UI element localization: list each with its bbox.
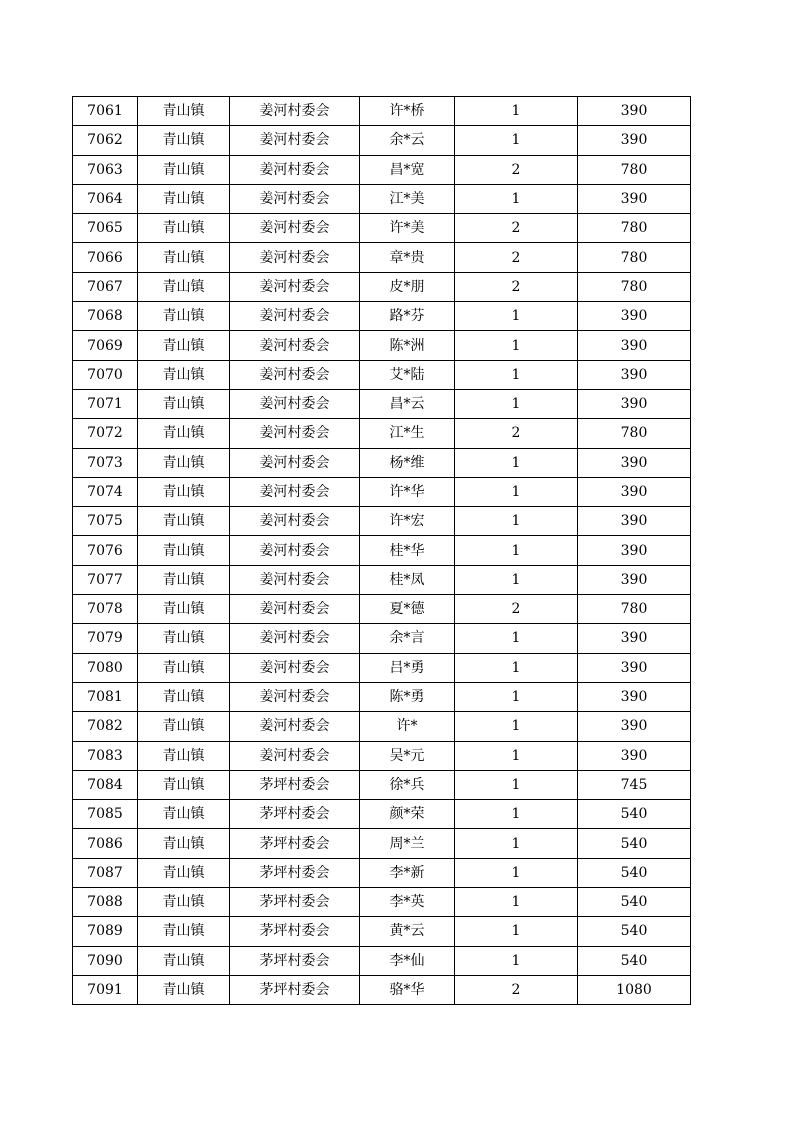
cell-amount: 390 [578,360,691,389]
cell-amount: 390 [578,302,691,331]
table-row [73,302,691,331]
cell-village-committee: 姜河村委会 [230,507,360,536]
cell-name: 陈*勇 [360,682,455,711]
cell-count: 1 [455,741,578,770]
cell-serial-number: 7080 [73,653,138,682]
cell-name: 路*芬 [360,302,455,331]
cell-serial-number: 7077 [73,565,138,594]
cell-serial-number: 7085 [73,800,138,829]
cell-village-committee: 姜河村委会 [230,360,360,389]
cell-village-committee: 姜河村委会 [230,419,360,448]
cell-serial-number: 7078 [73,595,138,624]
cell-amount: 780 [578,419,691,448]
cell-village-committee: 茅坪村委会 [230,829,360,858]
cell-village-committee: 姜河村委会 [230,712,360,741]
cell-count: 2 [455,419,578,448]
cell-count: 1 [455,536,578,565]
cell-village-committee: 茅坪村委会 [230,888,360,917]
cell-count: 2 [455,272,578,301]
cell-name: 桂*华 [360,536,455,565]
cell-name: 江*美 [360,184,455,213]
cell-serial-number: 7068 [73,302,138,331]
cell-count: 1 [455,888,578,917]
cell-serial-number: 7074 [73,477,138,506]
cell-count: 1 [455,858,578,887]
table-row [73,448,691,477]
cell-name: 皮*朋 [360,272,455,301]
table-row [73,770,691,799]
cell-serial-number: 7071 [73,389,138,418]
cell-village-committee: 姜河村委会 [230,302,360,331]
cell-village-committee: 姜河村委会 [230,536,360,565]
cell-town: 青山镇 [138,917,230,946]
cell-count: 2 [455,975,578,1004]
table-body [73,97,691,1005]
table-row [73,214,691,243]
table-row [73,888,691,917]
cell-count: 1 [455,389,578,418]
cell-amount: 780 [578,243,691,272]
cell-amount: 390 [578,448,691,477]
table-row [73,184,691,213]
cell-town: 青山镇 [138,477,230,506]
cell-name: 昌*云 [360,389,455,418]
cell-town: 青山镇 [138,653,230,682]
cell-town: 青山镇 [138,829,230,858]
cell-amount: 540 [578,917,691,946]
cell-town: 青山镇 [138,360,230,389]
cell-count: 1 [455,565,578,594]
cell-amount: 780 [578,214,691,243]
cell-town: 青山镇 [138,536,230,565]
cell-count: 1 [455,184,578,213]
cell-amount: 780 [578,595,691,624]
table-row [73,155,691,184]
cell-serial-number: 7088 [73,888,138,917]
cell-town: 青山镇 [138,624,230,653]
table-row [73,360,691,389]
cell-name: 陈*洲 [360,331,455,360]
cell-village-committee: 姜河村委会 [230,624,360,653]
cell-count: 2 [455,155,578,184]
cell-amount: 390 [578,97,691,126]
cell-serial-number: 7062 [73,126,138,155]
table-row [73,624,691,653]
cell-village-committee: 姜河村委会 [230,184,360,213]
cell-serial-number: 7073 [73,448,138,477]
cell-serial-number: 7075 [73,507,138,536]
cell-town: 青山镇 [138,243,230,272]
cell-town: 青山镇 [138,214,230,243]
cell-name: 许*宏 [360,507,455,536]
cell-town: 青山镇 [138,975,230,1004]
cell-serial-number: 7081 [73,682,138,711]
cell-amount: 390 [578,126,691,155]
cell-amount: 540 [578,888,691,917]
cell-town: 青山镇 [138,595,230,624]
cell-village-committee: 姜河村委会 [230,389,360,418]
cell-town: 青山镇 [138,331,230,360]
cell-name: 周*兰 [360,829,455,858]
cell-name: 吴*元 [360,741,455,770]
cell-amount: 390 [578,184,691,213]
cell-town: 青山镇 [138,565,230,594]
cell-name: 徐*兵 [360,770,455,799]
cell-name: 余*云 [360,126,455,155]
cell-name: 桂*凤 [360,565,455,594]
cell-amount: 780 [578,155,691,184]
table-row [73,653,691,682]
table-row [73,477,691,506]
cell-town: 青山镇 [138,448,230,477]
cell-amount: 390 [578,389,691,418]
cell-serial-number: 7086 [73,829,138,858]
cell-town: 青山镇 [138,272,230,301]
table-row [73,917,691,946]
table-row [73,419,691,448]
cell-serial-number: 7067 [73,272,138,301]
cell-village-committee: 姜河村委会 [230,155,360,184]
table-row [73,389,691,418]
data-table [72,96,691,1005]
cell-serial-number: 7072 [73,419,138,448]
cell-amount: 780 [578,272,691,301]
cell-amount: 390 [578,565,691,594]
cell-serial-number: 7076 [73,536,138,565]
cell-name: 李*英 [360,888,455,917]
cell-town: 青山镇 [138,712,230,741]
cell-amount: 1080 [578,975,691,1004]
cell-name: 许*桥 [360,97,455,126]
table-row [73,97,691,126]
cell-name: 杨*维 [360,448,455,477]
cell-amount: 390 [578,331,691,360]
cell-town: 青山镇 [138,97,230,126]
table-row [73,243,691,272]
cell-count: 1 [455,624,578,653]
cell-amount: 390 [578,477,691,506]
cell-count: 1 [455,770,578,799]
cell-village-committee: 姜河村委会 [230,243,360,272]
cell-village-committee: 姜河村委会 [230,477,360,506]
cell-village-committee: 姜河村委会 [230,653,360,682]
cell-town: 青山镇 [138,770,230,799]
table-row [73,829,691,858]
cell-town: 青山镇 [138,419,230,448]
cell-serial-number: 7079 [73,624,138,653]
cell-town: 青山镇 [138,155,230,184]
cell-serial-number: 7090 [73,946,138,975]
cell-count: 1 [455,946,578,975]
cell-serial-number: 7069 [73,331,138,360]
table-row [73,800,691,829]
cell-village-committee: 姜河村委会 [230,565,360,594]
table-row [73,858,691,887]
cell-amount: 540 [578,829,691,858]
cell-name: 吕*勇 [360,653,455,682]
cell-village-committee: 茅坪村委会 [230,770,360,799]
table-row [73,331,691,360]
cell-count: 2 [455,243,578,272]
cell-serial-number: 7070 [73,360,138,389]
cell-amount: 390 [578,712,691,741]
cell-amount: 540 [578,946,691,975]
table-row [73,712,691,741]
cell-town: 青山镇 [138,800,230,829]
cell-count: 2 [455,595,578,624]
cell-village-committee: 茅坪村委会 [230,975,360,1004]
cell-village-committee: 茅坪村委会 [230,946,360,975]
cell-name: 黄*云 [360,917,455,946]
cell-town: 青山镇 [138,184,230,213]
cell-town: 青山镇 [138,888,230,917]
cell-serial-number: 7065 [73,214,138,243]
cell-count: 1 [455,653,578,682]
cell-village-committee: 茅坪村委会 [230,800,360,829]
cell-serial-number: 7083 [73,741,138,770]
cell-name: 许*美 [360,214,455,243]
cell-count: 1 [455,448,578,477]
cell-town: 青山镇 [138,389,230,418]
cell-town: 青山镇 [138,741,230,770]
cell-count: 1 [455,682,578,711]
table-row [73,507,691,536]
cell-village-committee: 姜河村委会 [230,126,360,155]
cell-village-committee: 姜河村委会 [230,682,360,711]
cell-name: 余*言 [360,624,455,653]
cell-village-committee: 姜河村委会 [230,595,360,624]
cell-serial-number: 7066 [73,243,138,272]
cell-serial-number: 7063 [73,155,138,184]
cell-amount: 540 [578,800,691,829]
table-row [73,975,691,1004]
cell-count: 1 [455,302,578,331]
cell-amount: 390 [578,507,691,536]
cell-village-committee: 茅坪村委会 [230,858,360,887]
cell-count: 1 [455,126,578,155]
cell-amount: 390 [578,624,691,653]
cell-name: 许* [360,712,455,741]
cell-count: 1 [455,829,578,858]
cell-amount: 540 [578,858,691,887]
cell-serial-number: 7091 [73,975,138,1004]
cell-amount: 745 [578,770,691,799]
cell-name: 夏*德 [360,595,455,624]
cell-amount: 390 [578,741,691,770]
cell-name: 章*贵 [360,243,455,272]
cell-count: 1 [455,97,578,126]
cell-name: 李*仙 [360,946,455,975]
cell-name: 艾*陆 [360,360,455,389]
cell-town: 青山镇 [138,126,230,155]
table-row [73,946,691,975]
cell-name: 李*新 [360,858,455,887]
cell-count: 1 [455,360,578,389]
cell-town: 青山镇 [138,946,230,975]
cell-count: 1 [455,800,578,829]
cell-count: 1 [455,477,578,506]
cell-name: 江*生 [360,419,455,448]
table-row [73,595,691,624]
cell-amount: 390 [578,536,691,565]
cell-count: 1 [455,712,578,741]
cell-town: 青山镇 [138,507,230,536]
cell-serial-number: 7087 [73,858,138,887]
cell-village-committee: 姜河村委会 [230,272,360,301]
cell-town: 青山镇 [138,682,230,711]
cell-village-committee: 姜河村委会 [230,97,360,126]
table-row [73,565,691,594]
cell-town: 青山镇 [138,302,230,331]
cell-village-committee: 姜河村委会 [230,214,360,243]
cell-town: 青山镇 [138,858,230,887]
cell-name: 许*华 [360,477,455,506]
cell-village-committee: 茅坪村委会 [230,917,360,946]
table-row [73,536,691,565]
cell-village-committee: 姜河村委会 [230,741,360,770]
table-row [73,682,691,711]
cell-village-committee: 姜河村委会 [230,331,360,360]
cell-serial-number: 7061 [73,97,138,126]
cell-count: 1 [455,331,578,360]
cell-name: 骆*华 [360,975,455,1004]
cell-name: 昌*宽 [360,155,455,184]
cell-count: 2 [455,214,578,243]
cell-serial-number: 7084 [73,770,138,799]
cell-serial-number: 7064 [73,184,138,213]
table-row [73,272,691,301]
table-row [73,126,691,155]
table-row [73,741,691,770]
cell-serial-number: 7089 [73,917,138,946]
cell-count: 1 [455,917,578,946]
cell-name: 颜*荣 [360,800,455,829]
cell-amount: 390 [578,682,691,711]
cell-amount: 390 [578,653,691,682]
cell-serial-number: 7082 [73,712,138,741]
cell-count: 1 [455,507,578,536]
cell-village-committee: 姜河村委会 [230,448,360,477]
